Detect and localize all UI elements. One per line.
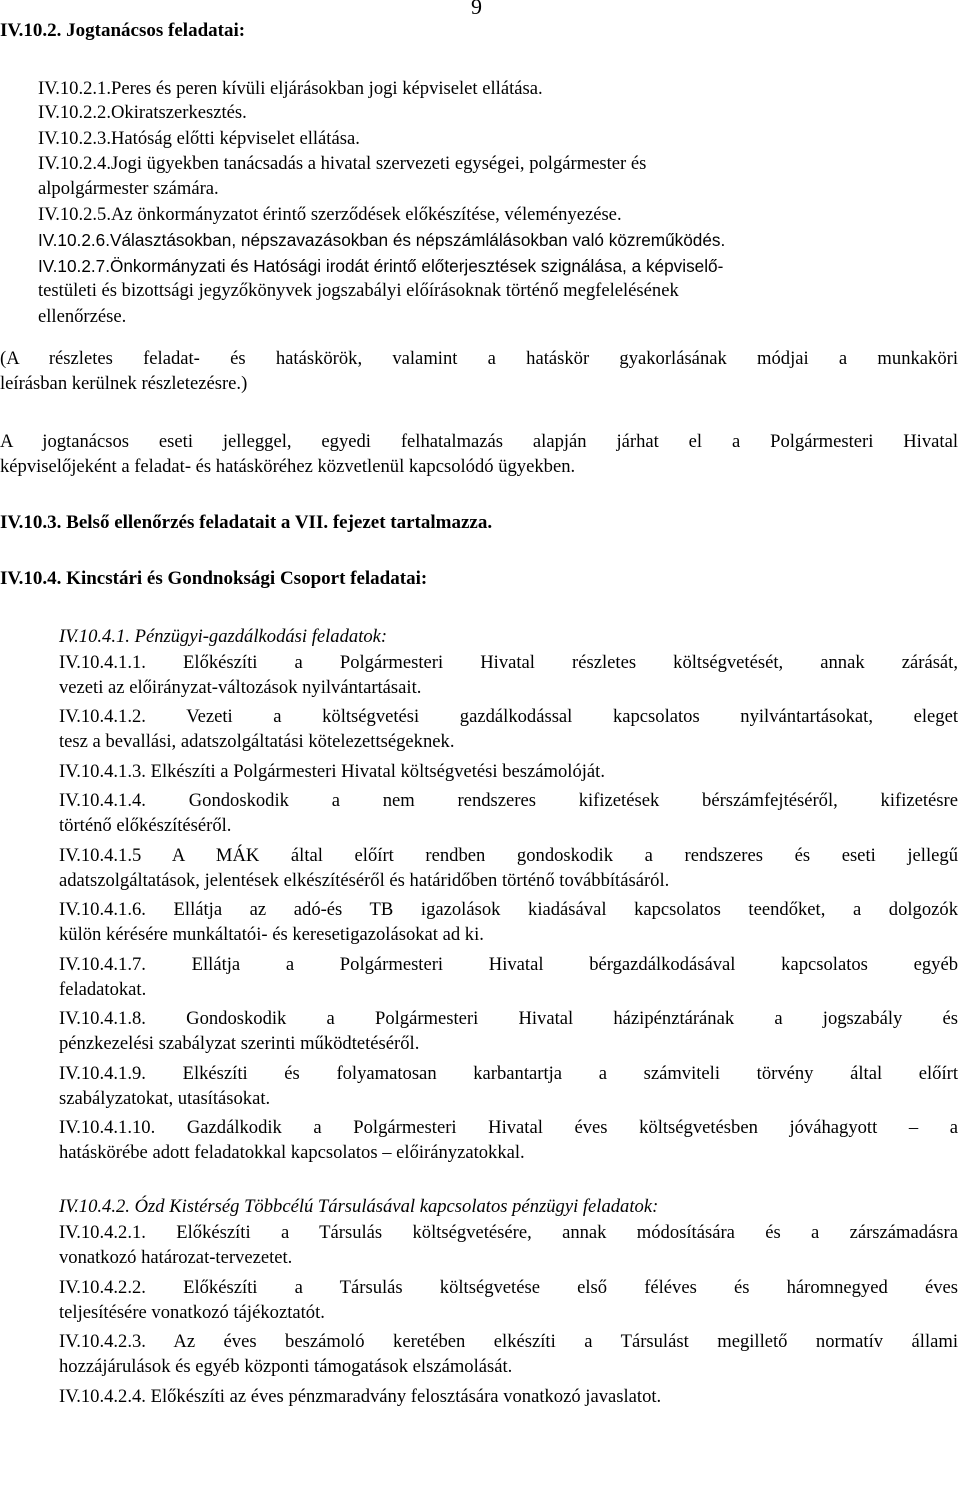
text-line: IV.10.4.1.6. Ellátja az adó-és TB igazolások kiadásával kapcsolatos teendőket, a dolgozók: [59, 899, 958, 920]
text-line: tesz a bevallási, adatszolgáltatási kötelezettségeknek.: [59, 731, 455, 752]
text-line: IV.10.4.1.2. Vezeti a költségvetési gazdálkodással kapcsolatos nyilvántartásokat, eleget: [59, 706, 958, 727]
text-line: IV.10.4.2.2. Előkészíti a Társulás költségvetése első féléves és háromnegyed éves: [59, 1277, 958, 1298]
section-heading: IV.10.3. Belső ellenőrzés feladatait a VII. fejezet tartalmazza.: [0, 512, 493, 533]
text-line: IV.10.2.6.Választásokban, népszavazásokban és népszámlálásokban való közreműködés.: [38, 230, 726, 250]
text-line: IV.10.4.1. Pénzügyi-gazdálkodási feladatok:: [59, 626, 388, 647]
text-line: külön kérésére munkáltatói- és keresetigazolásokat ad ki.: [59, 924, 484, 945]
text-line: testületi és bizottsági jegyzőkönyvek jogszabályi előírásoknak történő megfelelésének: [38, 280, 679, 301]
text-line: IV.10.2.2.Okiratszerkesztés.: [38, 102, 247, 123]
text-line: vonatkozó határozat-tervezetet.: [59, 1247, 293, 1268]
section-heading: IV.10.4. Kincstári és Gondnoksági Csoport feladatai:: [0, 568, 428, 589]
text-line: leírásban kerülnek részletezésre.): [0, 373, 248, 394]
text-line: alpolgármester számára.: [38, 178, 219, 199]
text-line: történő előkészítéséről.: [59, 815, 232, 836]
text-line: IV.10.4.1.3. Elkészíti a Polgármesteri Hivatal költségvetési beszámolóját.: [59, 761, 605, 782]
text-line: IV.10.4.1.10. Gazdálkodik a Polgármesteri Hivatal éves költségvetésben jóváhagyott – a: [59, 1117, 958, 1138]
text-line: teljesítésére vonatkozó tájékoztatót.: [59, 1302, 325, 1323]
text-line: képviselőjeként a feladat- és hatásköréhez közvetlenül kapcsolódó ügyekben.: [0, 456, 576, 477]
text-line: IV.10.4.2. Ózd Kistérség Többcélú Társulásával kapcsolatos pénzügyi feladatok:: [59, 1196, 659, 1217]
text-line: (A részletes feladat- és hatáskörök, valamint a hatáskör gyakorlásának módjai a munkaköri: [0, 348, 958, 369]
text-line: IV.10.4.1.9. Elkészíti és folyamatosan karbantartja a számviteli törvény által előírt: [59, 1063, 958, 1084]
text-line: IV.10.2.7.Önkormányzati és Hatósági irodát érintő előterjesztések szignálása, a képviselő-: [38, 256, 724, 276]
page-number: 9: [471, 0, 482, 19]
text-line: hatáskörébe adott feladatokkal kapcsolatos – előirányzatokkal.: [59, 1142, 525, 1163]
text-line: IV.10.4.1.4. Gondoskodik a nem rendszeres kifizetések bérszámfejtéséről, kifizetésre: [59, 790, 958, 811]
text-line: IV.10.2.1.Peres és peren kívüli eljárásokban jogi képviselet ellátása.: [38, 78, 543, 99]
section-heading: IV.10.2. Jogtanácsos feladatai:: [0, 20, 246, 41]
text-line: ellenőrzése.: [38, 306, 127, 327]
text-line: IV.10.4.2.3. Az éves beszámoló keretében elkészíti a Társulást megillető normatív állami: [59, 1331, 958, 1352]
text-line: IV.10.4.2.4. Előkészíti az éves pénzmaradvány felosztására vonatkozó javaslatot.: [59, 1386, 662, 1407]
text-line: IV.10.4.1.5 A MÁK által előírt rendben gondoskodik a rendszeres és eseti jellegű: [59, 845, 958, 866]
text-line: IV.10.4.1.1. Előkészíti a Polgármesteri Hivatal részletes költségvetését, annak zárását,: [59, 652, 958, 673]
text-line: IV.10.4.1.8. Gondoskodik a Polgármesteri Hivatal házipénztárának a jogszabály és: [59, 1008, 958, 1029]
text-line: IV.10.2.3.Hatóság előtti képviselet ellátása.: [38, 128, 360, 149]
text-line: pénzkezelési szabályzat szerinti működtetéséről.: [59, 1033, 420, 1054]
text-line: adatszolgáltatások, jelentések elkészítéséről és határidőben történő továbbításáról.: [59, 870, 670, 891]
text-line: IV.10.2.4.Jogi ügyekben tanácsadás a hivatal szervezeti egységei, polgármester és: [38, 153, 647, 174]
text-line: feladatokat.: [59, 979, 147, 1000]
text-line: szabályzatokat, utasításokat.: [59, 1088, 271, 1109]
text-line: IV.10.4.1.7. Ellátja a Polgármesteri Hivatal bérgazdálkodásával kapcsolatos egyéb: [59, 954, 958, 975]
text-line: hozzájárulások és egyéb központi támogatások elszámolását.: [59, 1356, 513, 1377]
text-line: A jogtanácsos eseti jelleggel, egyedi felhatalmazás alapján járhat el a Polgármesteri Hivatal: [0, 431, 958, 452]
text-line: IV.10.2.5.Az önkormányzatot érintő szerződések előkészítése, véleményezése.: [38, 204, 622, 225]
text-line: IV.10.4.2.1. Előkészíti a Társulás költségvetésére, annak módosítására és a zárszámadásra: [59, 1222, 958, 1243]
text-line: vezeti az előirányzat-változások nyilvántartásait.: [59, 677, 422, 698]
